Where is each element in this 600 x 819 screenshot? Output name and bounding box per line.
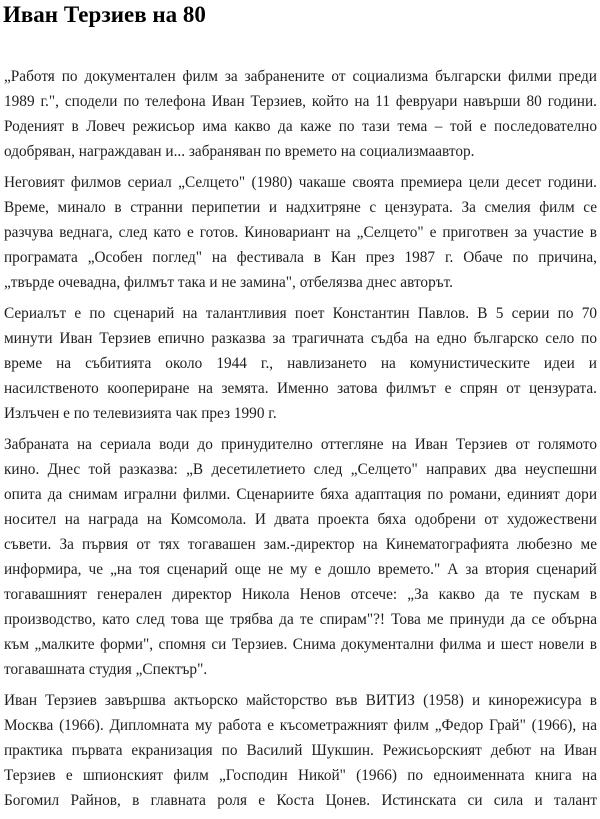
article-paragraph — [4, 432, 597, 682]
paragraph-line: Излъчен е по телевизията чак през 1990 г. — [4, 405, 277, 422]
paragraph-line: Терзиев е шпионският филм „Господин Никой" (1966) по едноименната книга на — [4, 767, 597, 784]
paragraph-line: Богомил Райнов, в главната роля е Коста Цонев. Истинската си сила и талант — [4, 792, 597, 809]
paragraph-line: Роденият в Ловеч режисьор има какво да каже по тази тема – той е последователно — [4, 118, 597, 135]
paragraph-line: информира, че „на тоя сценарий още не му е дошло времето." А за втория сценарий — [4, 561, 597, 578]
paragraph-line: производство, като след това ще трябва да те спирам"?! Това ме принуди да се обърна — [4, 611, 597, 628]
paragraph-line: тогавашната студия „Спектър". — [4, 661, 208, 678]
paragraph-line: Москва (1966). Дипломната му работа е късометражният филм „Федор Грай" (1966), на — [4, 717, 597, 734]
paragraph-line: кино. Днес той разказва: „В десетилетието след „Селцето" направих два неуспешни — [4, 461, 597, 478]
paragraph-line: Сериалът е по сценарий на талантливия поет Константин Павлов. В 5 серии по 70 — [4, 305, 597, 322]
paragraph-line: Време, минало в странни перипетии и надхитряне с цензурата. За смелия филм се — [4, 199, 597, 216]
paragraph-line: 1989 г.", сподели по телефона Иван Терзиев, който на 11 февруари навърши 80 години. — [4, 93, 597, 110]
article-paragraph — [4, 64, 597, 164]
paragraph-line: тогавашният генерален директор Никола Ненов отсече: „За какво да те пускам в — [4, 586, 597, 603]
article-title: Иван Терзиев на 80 — [3, 2, 206, 27]
article-body — [4, 64, 597, 819]
paragraph-line: към „малките форми", спомня си Терзиев. Снима документални филма и шест новели в — [4, 636, 597, 653]
paragraph-line: „Работя по документален филм за забранените от социализма български филми преди — [4, 68, 597, 85]
paragraph-line: съвети. За първия от тях тогавашен зам.-директор на Кинематографията любезно ме — [4, 536, 597, 553]
paragraph-line: програмата „Особен поглед" на фестивала в Кан през 1987 г. Обаче по причина, — [4, 249, 597, 266]
paragraph-line: насилственото коопериране на земята. Именно затова филмът е спрян от цензурата. — [4, 380, 597, 397]
paragraph-line: одобряван, награждаван и... забраняван по времето на социализмаавтор. — [4, 143, 475, 160]
article-paragraph — [4, 170, 597, 295]
paragraph-line: Иван Терзиев завършва актьорско майсторство във ВИТИЗ (1958) и кинорежисура в — [4, 692, 597, 709]
article-paragraph — [4, 301, 597, 426]
paragraph-line: „твърде очевадна, филмът така и не замина", отбелязва днес авторът. — [4, 274, 453, 291]
paragraph-line: време на събитията около 1944 г., навлизането на комунистическите идеи и — [4, 355, 597, 372]
paragraph-line: разчува веднага, след като е готов. Киновариант на „Селцето" е приготвен за участие в — [4, 224, 597, 241]
paragraph-line: Неговият филмов сериал „Селцето" (1980) чакаше своята премиера цели десет години. — [4, 174, 597, 191]
paragraph-line: минути Иван Терзиев епично разказва за трагичната съдба на едно българско село по — [4, 330, 597, 347]
paragraph-line: Забраната на сериала води до принудително оттегляне на Иван Терзиев от голямото — [4, 436, 597, 453]
paragraph-line: носител на награда на Комсомола. И двата проекта бяха одобрени от художествени — [4, 511, 597, 528]
paragraph-line: практика първата екранизация по Василий Шукшин. Режисьорският дебют на Иван — [4, 742, 597, 759]
article-paragraph — [4, 688, 597, 813]
paragraph-line: опита да снимам игрални филми. Сценариите бяха адаптация по романи, единият дори — [4, 486, 597, 503]
